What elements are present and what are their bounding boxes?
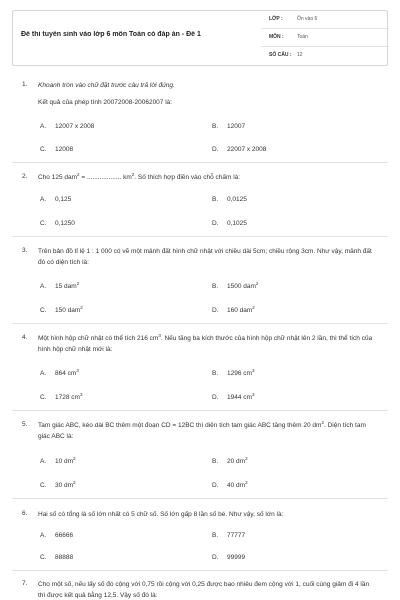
option-text: 12007: [227, 123, 246, 130]
question-number: 3.: [22, 247, 28, 254]
option-letter: B.: [212, 123, 219, 130]
text-part: Một hình hộp chữ nhật có thể tích 216 cm: [38, 335, 159, 342]
subject-label: MÔN :: [269, 34, 284, 40]
class-label: LỚP :: [269, 16, 283, 22]
option-b[interactable]: [212, 458, 248, 465]
option-letter: B.: [212, 196, 219, 203]
option-d[interactable]: [212, 146, 266, 153]
option-letter: A.: [40, 458, 47, 465]
unit-superscript: 2: [245, 456, 248, 461]
option-text: 1728 cm: [55, 394, 80, 401]
question-count-row: [261, 47, 389, 65]
option-letter: D.: [212, 394, 219, 401]
option-letter: C.: [40, 220, 47, 227]
unit-superscript: 2: [255, 281, 259, 286]
superscript: 3: [158, 333, 161, 338]
text-part: = ................... km: [79, 174, 132, 181]
option-letter: A.: [40, 196, 47, 203]
option-a[interactable]: [40, 370, 79, 377]
option-d[interactable]: [212, 307, 255, 314]
unit-superscript: 2: [76, 281, 80, 286]
option-c[interactable]: [40, 394, 82, 401]
subject-value: Toán: [297, 34, 308, 40]
option-a[interactable]: [40, 196, 71, 203]
question-number: 7.: [22, 580, 28, 587]
option-text: 0,125: [55, 196, 72, 203]
question-divider: [12, 410, 388, 411]
option-letter: D.: [212, 146, 219, 153]
question-number: 2.: [22, 173, 28, 180]
option-c[interactable]: [40, 554, 73, 561]
question-text: [38, 334, 378, 355]
option-c[interactable]: [40, 307, 83, 314]
option-text: 15 dam: [55, 283, 77, 290]
option-text: 0,0125: [227, 196, 247, 203]
option-text: 0,1250: [55, 220, 75, 227]
option-text: 10 dm: [55, 458, 74, 465]
question-divider: [12, 323, 388, 324]
option-d[interactable]: [212, 482, 248, 489]
unit-superscript: 2: [73, 456, 76, 461]
class-value: Ôn vào 6: [297, 16, 318, 22]
unit-superscript: 2: [245, 480, 248, 485]
question-count-value: 12: [297, 52, 303, 58]
unit-superscript: 2: [80, 305, 83, 310]
question-count-label: SỐ CÂU :: [269, 52, 292, 58]
option-text: 150 dam: [55, 307, 81, 314]
exam-info-panel: [261, 11, 389, 67]
superscript: 2: [321, 420, 324, 425]
question-divider: [12, 162, 388, 163]
question-instruction: Khoanh tròn vào chữ đặt trước câu trả lời đúng.: [38, 82, 175, 89]
question-number: 6.: [22, 510, 28, 517]
exam-header: [12, 10, 388, 66]
option-letter: B.: [212, 370, 219, 377]
class-row: [261, 11, 389, 29]
option-letter: C.: [40, 482, 47, 489]
option-text: 88888: [55, 554, 74, 561]
text-part: Tam giác ABC, kéo dài BC thêm một đoạn CD = 12BC thì diện tích tam giác ABC tăng thêm 20 dm: [38, 422, 322, 429]
option-letter: B.: [212, 458, 219, 465]
superscript: 2: [77, 172, 80, 177]
option-text: 99999: [227, 554, 246, 561]
option-a[interactable]: [40, 532, 73, 539]
question-number: 4.: [22, 334, 28, 341]
question-text: Trên bản đồ tỉ lệ 1 : 1 000 có vẽ một mảnh đất hình chữ nhật với chiều dài 5cm; chiều rộng 3cm. Như vậy, mảnh đất đó có diện tích là:: [38, 248, 372, 266]
exam-title: Đề thi tuyển sinh vào lớp 6 môn Toán có đáp án - Đề 1: [21, 31, 201, 38]
unit-superscript: 2: [252, 305, 255, 310]
question-divider: [12, 236, 388, 237]
option-text: 22007 x 2008: [227, 146, 267, 153]
option-text: 12008: [55, 146, 74, 153]
option-d[interactable]: [212, 220, 247, 227]
option-c[interactable]: [40, 220, 75, 227]
option-text: 77777: [227, 532, 246, 539]
option-text: 1944 cm: [227, 394, 252, 401]
option-text: 12007 x 2008: [55, 123, 95, 130]
question-text: Hai số có tổng là số lớn nhất có 5 chữ số. Số lớn gấp 8 lần số bé. Như vậy, số lớn là:: [38, 511, 284, 518]
text-part: . Diện tích tam giác ABC là:: [38, 422, 366, 440]
option-text: 864 cm: [55, 370, 77, 377]
option-letter: D.: [212, 482, 219, 489]
option-c[interactable]: [40, 146, 73, 153]
question-number: 1.: [22, 81, 28, 88]
option-letter: D.: [212, 307, 219, 314]
option-text: 40 dm: [227, 482, 246, 489]
text-part: . Nếu tăng ba kích thước của hình hộp chữ nhật lên 2 lần, thì thể tích của hình hộp chữ nhật mới là:: [38, 335, 373, 353]
option-letter: A.: [40, 283, 47, 290]
superscript: 2: [131, 172, 135, 177]
option-letter: B.: [212, 283, 219, 290]
option-text: 20 dm: [227, 458, 246, 465]
option-letter: A.: [40, 532, 47, 539]
option-c[interactable]: [40, 482, 76, 489]
question-text: [38, 421, 378, 442]
option-letter: C.: [40, 307, 47, 314]
text-part: Cho 125 dam: [38, 174, 78, 181]
question-text: Cho một số, nếu lấy số đó cộng với 0,75 rồi cộng với 0,25 được bao nhiêu đem cộng với 1, cuối cùng giảm đi 4 lần thì được kết quả bằng 12,5. Vậy số đó là:: [38, 581, 370, 599]
text-part: . Số thích hợp điền vào chỗ chấm là:: [134, 174, 241, 181]
question-divider: [12, 570, 388, 571]
option-a[interactable]: [40, 123, 94, 130]
question-number: 5.: [22, 421, 28, 428]
unit-superscript: 3: [251, 368, 255, 373]
option-d[interactable]: [212, 554, 245, 561]
option-letter: D.: [212, 220, 219, 227]
option-text: 160 dam: [227, 307, 253, 314]
question-text: [38, 173, 378, 184]
option-letter: B.: [212, 532, 219, 539]
option-text: 0,1025: [227, 220, 247, 227]
option-b[interactable]: [212, 370, 254, 377]
option-letter: A.: [40, 370, 47, 377]
unit-superscript: 2: [73, 480, 76, 485]
option-letter: C.: [40, 554, 47, 561]
option-b[interactable]: [212, 532, 245, 539]
option-letter: D.: [212, 554, 219, 561]
option-a[interactable]: [40, 458, 76, 465]
option-letter: A.: [40, 123, 47, 130]
unit-superscript: 3: [76, 368, 79, 373]
subject-row: [261, 29, 389, 47]
option-b[interactable]: [212, 123, 245, 130]
option-letter: C.: [40, 146, 47, 153]
option-text: 1500 dam: [227, 283, 256, 290]
option-b[interactable]: [212, 283, 258, 290]
unit-superscript: 3: [79, 392, 83, 397]
question-text: Kết quả của phép tính 20072008-20062007 là:: [38, 99, 173, 106]
option-text: 66666: [55, 532, 74, 539]
question-divider: [12, 498, 388, 499]
option-a[interactable]: [40, 283, 79, 290]
unit-superscript: 3: [251, 392, 255, 397]
option-d[interactable]: [212, 394, 254, 401]
option-text: 30 dm: [55, 482, 74, 489]
option-letter: C.: [40, 394, 47, 401]
option-b[interactable]: [212, 196, 247, 203]
option-text: 1296 cm: [227, 370, 252, 377]
